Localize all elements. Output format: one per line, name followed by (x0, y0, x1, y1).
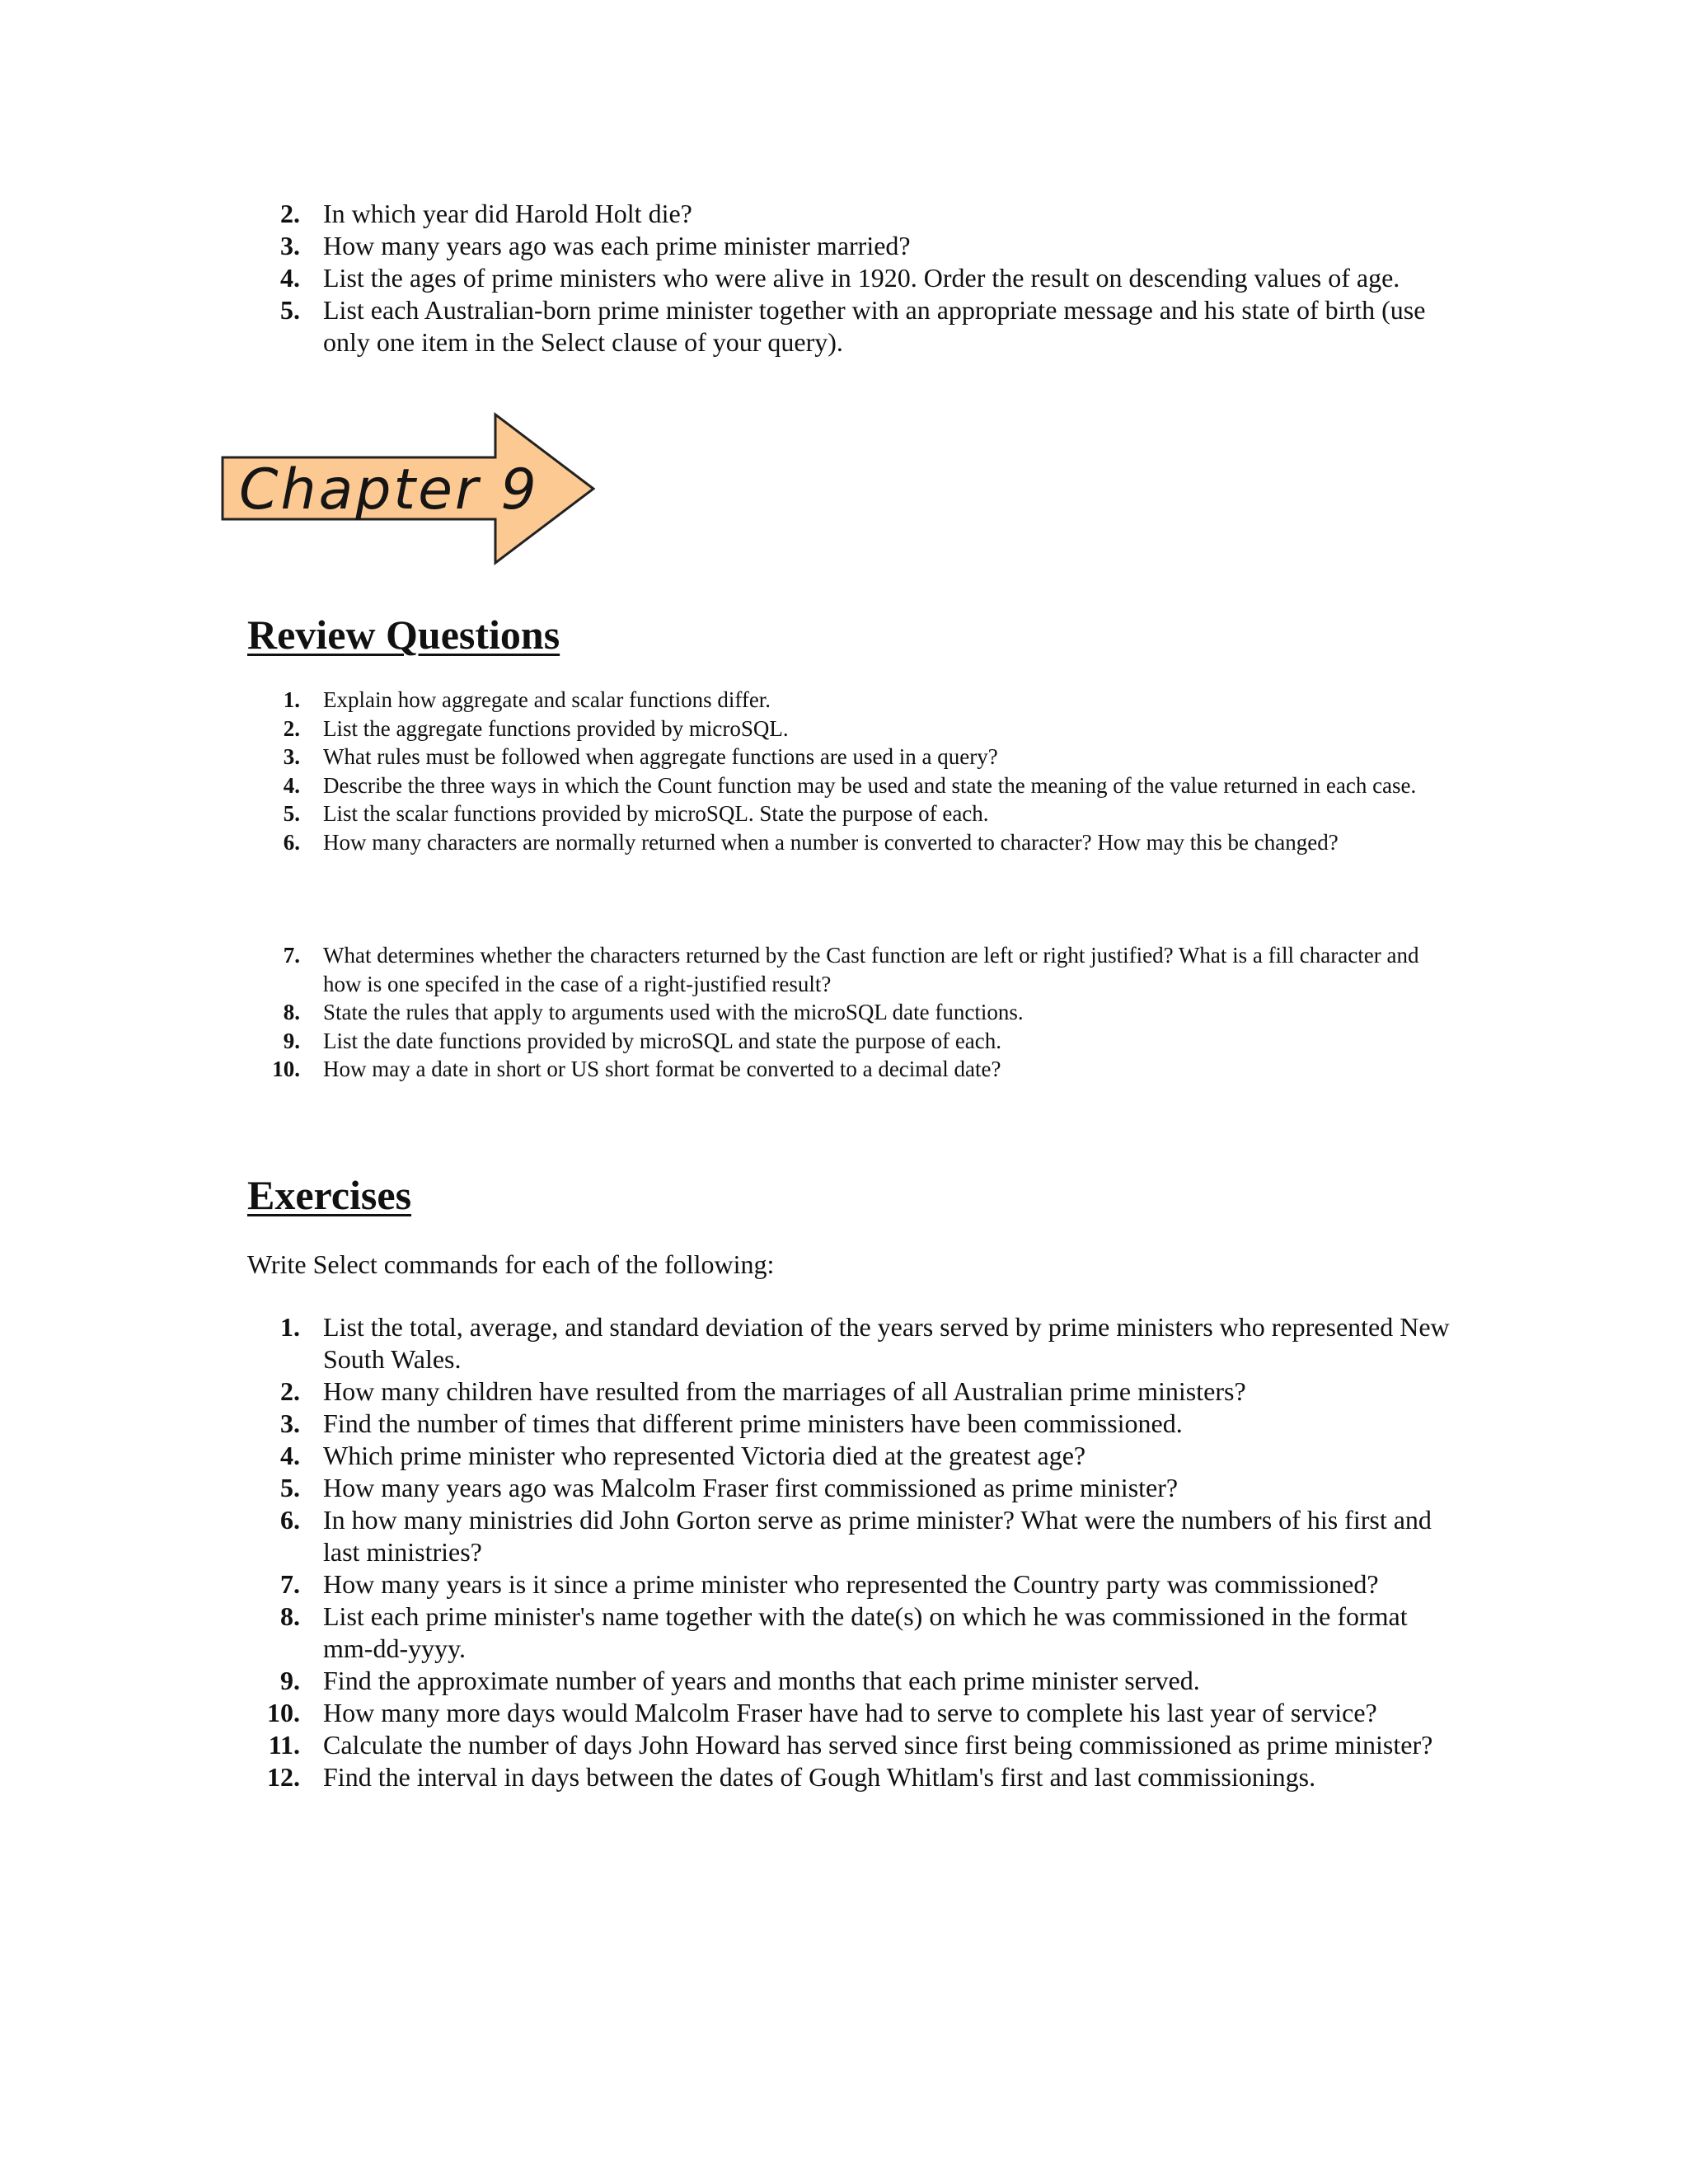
list-item (247, 230, 1451, 262)
item-number: 5. (280, 1473, 300, 1502)
item-number: 8. (283, 1000, 300, 1024)
item-number: 8. (280, 1601, 300, 1631)
item-text: List each prime minister's name together with the date(s) on which he was commissioned in the format mm-dd-yyyy. (323, 1601, 1408, 1663)
review-questions-heading: Review Questions (247, 612, 560, 658)
list-item (247, 1408, 1451, 1440)
list-item (247, 1376, 1451, 1408)
item-text: How many years is it since a prime minister who represented the Country party was commissioned? (323, 1569, 1379, 1599)
item-text: Describe the three ways in which the Count function may be used and state the meaning of the value returned in each case. (323, 772, 1417, 798)
list-item (247, 1472, 1451, 1504)
list-item (247, 743, 1451, 771)
item-number: 5. (283, 801, 300, 826)
item-number: 3. (280, 231, 300, 260)
item-number: 3. (280, 1408, 300, 1438)
item-text: Calculate the number of days John Howard has served since first being commissioned as prime minister? (323, 1730, 1433, 1760)
item-number: 3. (283, 744, 300, 769)
list-item (247, 1761, 1451, 1793)
item-number: 9. (283, 1028, 300, 1053)
item-number: 2. (283, 715, 300, 741)
item-number: 4. (283, 772, 300, 798)
chapter-label: Chapter 9 (239, 457, 539, 523)
item-text: How many more days would Malcolm Fraser have had to serve to complete his last year of service? (323, 1698, 1377, 1727)
item-text: Find the approximate number of years and months that each prime minister served. (323, 1666, 1200, 1695)
list-item (247, 828, 1451, 857)
item-number: 1. (283, 687, 300, 712)
exercises-list (247, 1311, 1451, 1793)
exercises-heading: Exercises (247, 1172, 412, 1218)
item-number: 4. (280, 263, 300, 293)
item-number: 6. (283, 829, 300, 855)
list-item (247, 1568, 1451, 1601)
item-text: How may a date in short or US short format be converted to a decimal date? (323, 1057, 1001, 1081)
item-number: 12. (267, 1762, 300, 1792)
list-item (247, 941, 1451, 998)
item-number: 2. (280, 1376, 300, 1406)
list-item (247, 1055, 1451, 1084)
item-text: How many characters are normally returned when a number is converted to character? How may this be changed? (323, 829, 1339, 855)
item-number: 7. (280, 1569, 300, 1599)
list-item (247, 998, 1451, 1027)
item-text: How many years ago was each prime minister married? (323, 231, 911, 260)
item-text: How many years ago was Malcolm Fraser first commissioned as prime minister? (323, 1473, 1179, 1502)
list-item (247, 715, 1451, 743)
item-text: In how many ministries did John Gorton serve as prime minister? What were the numbers of his first and last ministries? (323, 1505, 1432, 1567)
item-text: List the scalar functions provided by microSQL. State the purpose of each. (323, 801, 989, 826)
item-number: 10. (272, 1057, 300, 1081)
list-item (247, 1027, 1451, 1056)
list-item (247, 1311, 1451, 1376)
item-number: 6. (280, 1505, 300, 1535)
item-number: 9. (280, 1666, 300, 1695)
list-item (247, 1697, 1451, 1729)
list-item (247, 294, 1451, 359)
item-text: Explain how aggregate and scalar functions differ. (323, 687, 771, 712)
list-item (247, 1729, 1451, 1761)
list-item (247, 1665, 1451, 1697)
item-text: How many children have resulted from the marriages of all Australian prime ministers? (323, 1376, 1246, 1406)
item-text: In which year did Harold Holt die? (323, 199, 692, 228)
item-text: Which prime minister who represented Victoria died at the greatest age? (323, 1441, 1086, 1470)
item-text: List the total, average, and standard deviation of the years served by prime ministers who represented New South Wales. (323, 1312, 1450, 1374)
review-questions-list-continued (247, 941, 1451, 1084)
item-number: 11. (268, 1730, 300, 1760)
item-text: What determines whether the characters returned by the Cast function are left or right justified? What is a fill character and how is one specifed in the case of a right-justified result? (323, 943, 1419, 996)
item-number: 10. (267, 1698, 300, 1727)
item-text: List the date functions provided by microSQL and state the purpose of each. (323, 1028, 1002, 1053)
list-item (247, 198, 1451, 230)
item-text: List the ages of prime ministers who were alive in 1920. Order the result on descending values of age. (323, 263, 1400, 293)
item-text: List the aggregate functions provided by microSQL. (323, 715, 789, 741)
list-item (247, 1601, 1451, 1665)
review-questions-list (247, 686, 1451, 856)
item-text: State the rules that apply to arguments used with the microSQL date functions. (323, 1000, 1024, 1024)
list-item (247, 799, 1451, 828)
list-item (247, 262, 1451, 294)
item-text: What rules must be followed when aggregate functions are used in a query? (323, 744, 998, 769)
item-number: 5. (280, 295, 300, 325)
item-text: Find the number of times that different prime ministers have been commissioned. (323, 1408, 1183, 1438)
list-item (247, 1504, 1451, 1568)
item-text: List each Australian-born prime minister together with an appropriate message and his state of birth (use only one item in the Select clause of your query). (323, 295, 1426, 357)
exercises-intro: Write Select commands for each of the following: (247, 1249, 775, 1279)
list-item (247, 771, 1451, 800)
item-number: 1. (280, 1312, 300, 1342)
item-number: 4. (280, 1441, 300, 1470)
item-number: 7. (283, 943, 300, 968)
list-item (247, 1440, 1451, 1472)
previous-questions-list (247, 198, 1451, 359)
item-number: 2. (280, 199, 300, 228)
item-text: Find the interval in days between the dates of Gough Whitlam's first and last commissionings. (323, 1762, 1316, 1792)
list-item (247, 686, 1451, 715)
